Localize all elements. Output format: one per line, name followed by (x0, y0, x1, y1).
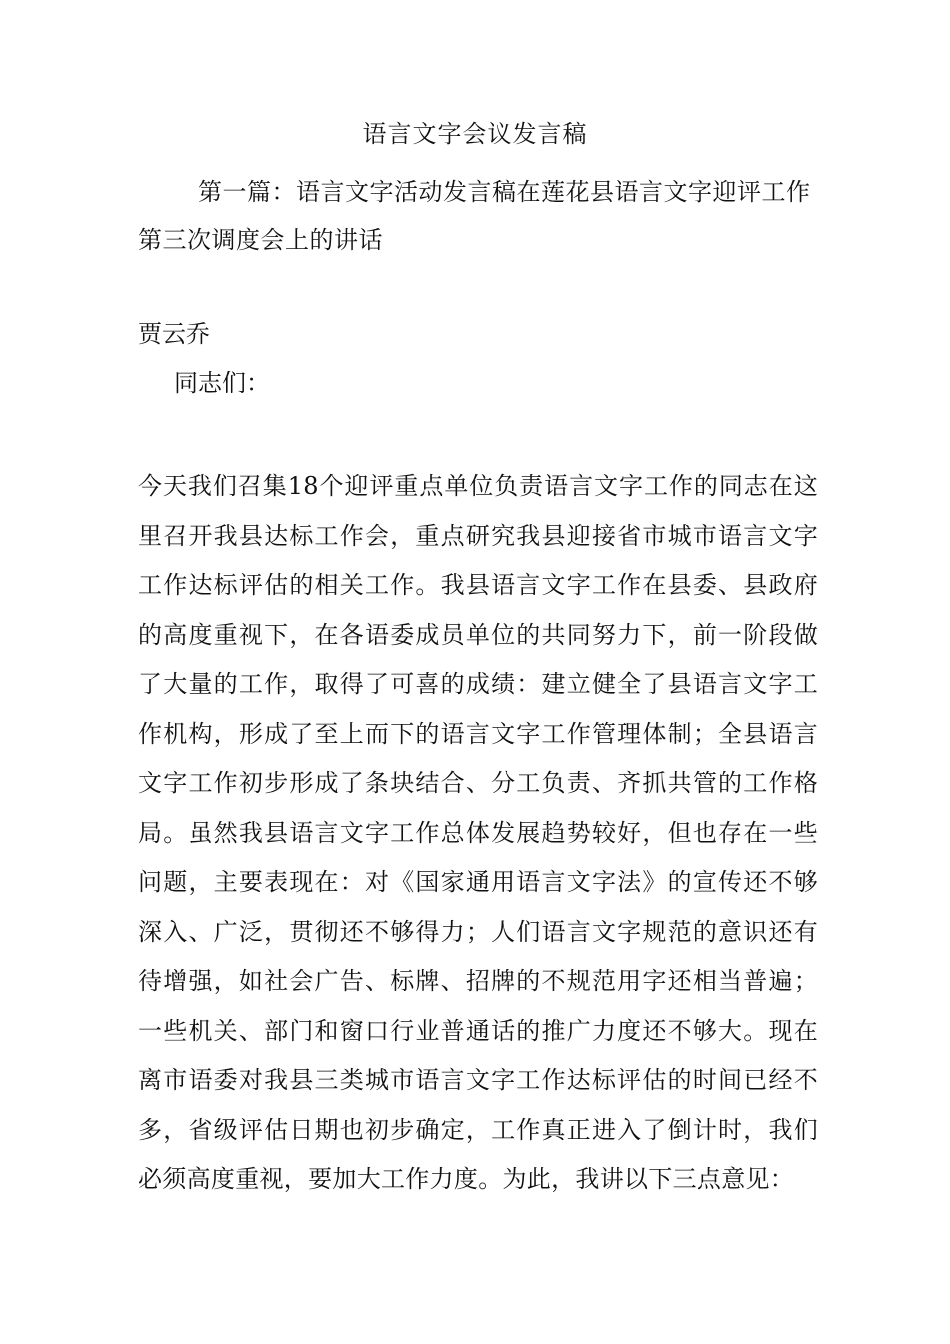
document-subtitle: 第一篇：语言文字活动发言稿在莲花县语言文字迎评工作第三次调度会上的讲话 (138, 178, 811, 254)
author-name: 贾云乔 (138, 320, 210, 348)
salutation: 同志们： (174, 369, 270, 397)
body-paragraph: 今天我们召集18个迎评重点单位负责语言文字工作的同志在这里召开我县达标工作会，重点研究我县迎接省市城市语言文字工作达标评估的相关工作。我县语言文字工作在县委、县政府的高度重视下，在各语委成员单位的共同努力下，前一阶段做了大量的工作，取得了可喜的成绩：建立健全了县语言文字工作机构，形成了至上而下的语言文字工作管理体制；全县语言文字工作初步形成了条块结合、分工负责、齐抓共管的工作格局。虽然我县语言文字工作总体发展趋势较好，但也存在一些问题，主要表现在：对《国家通用语言文字法》的宣传还不够深入、广泛，贯彻还不够得力；人们语言文字规范的意识还有待增强，如社会广告、标牌、招牌的不规范用字还相当普遍；一些机关、部门和窗口行业普通话的推广力度还不够大。现在离市语委对我县三类城市语言文字工作达标评估的时间已经不多，省级评估日期也初步确定，工作真正进入了倒计时，我们必须高度重视，要加大工作力度。为此，我讲以下三点意见： (138, 472, 818, 1193)
document-title: 语言文字会议发言稿 (362, 120, 588, 148)
